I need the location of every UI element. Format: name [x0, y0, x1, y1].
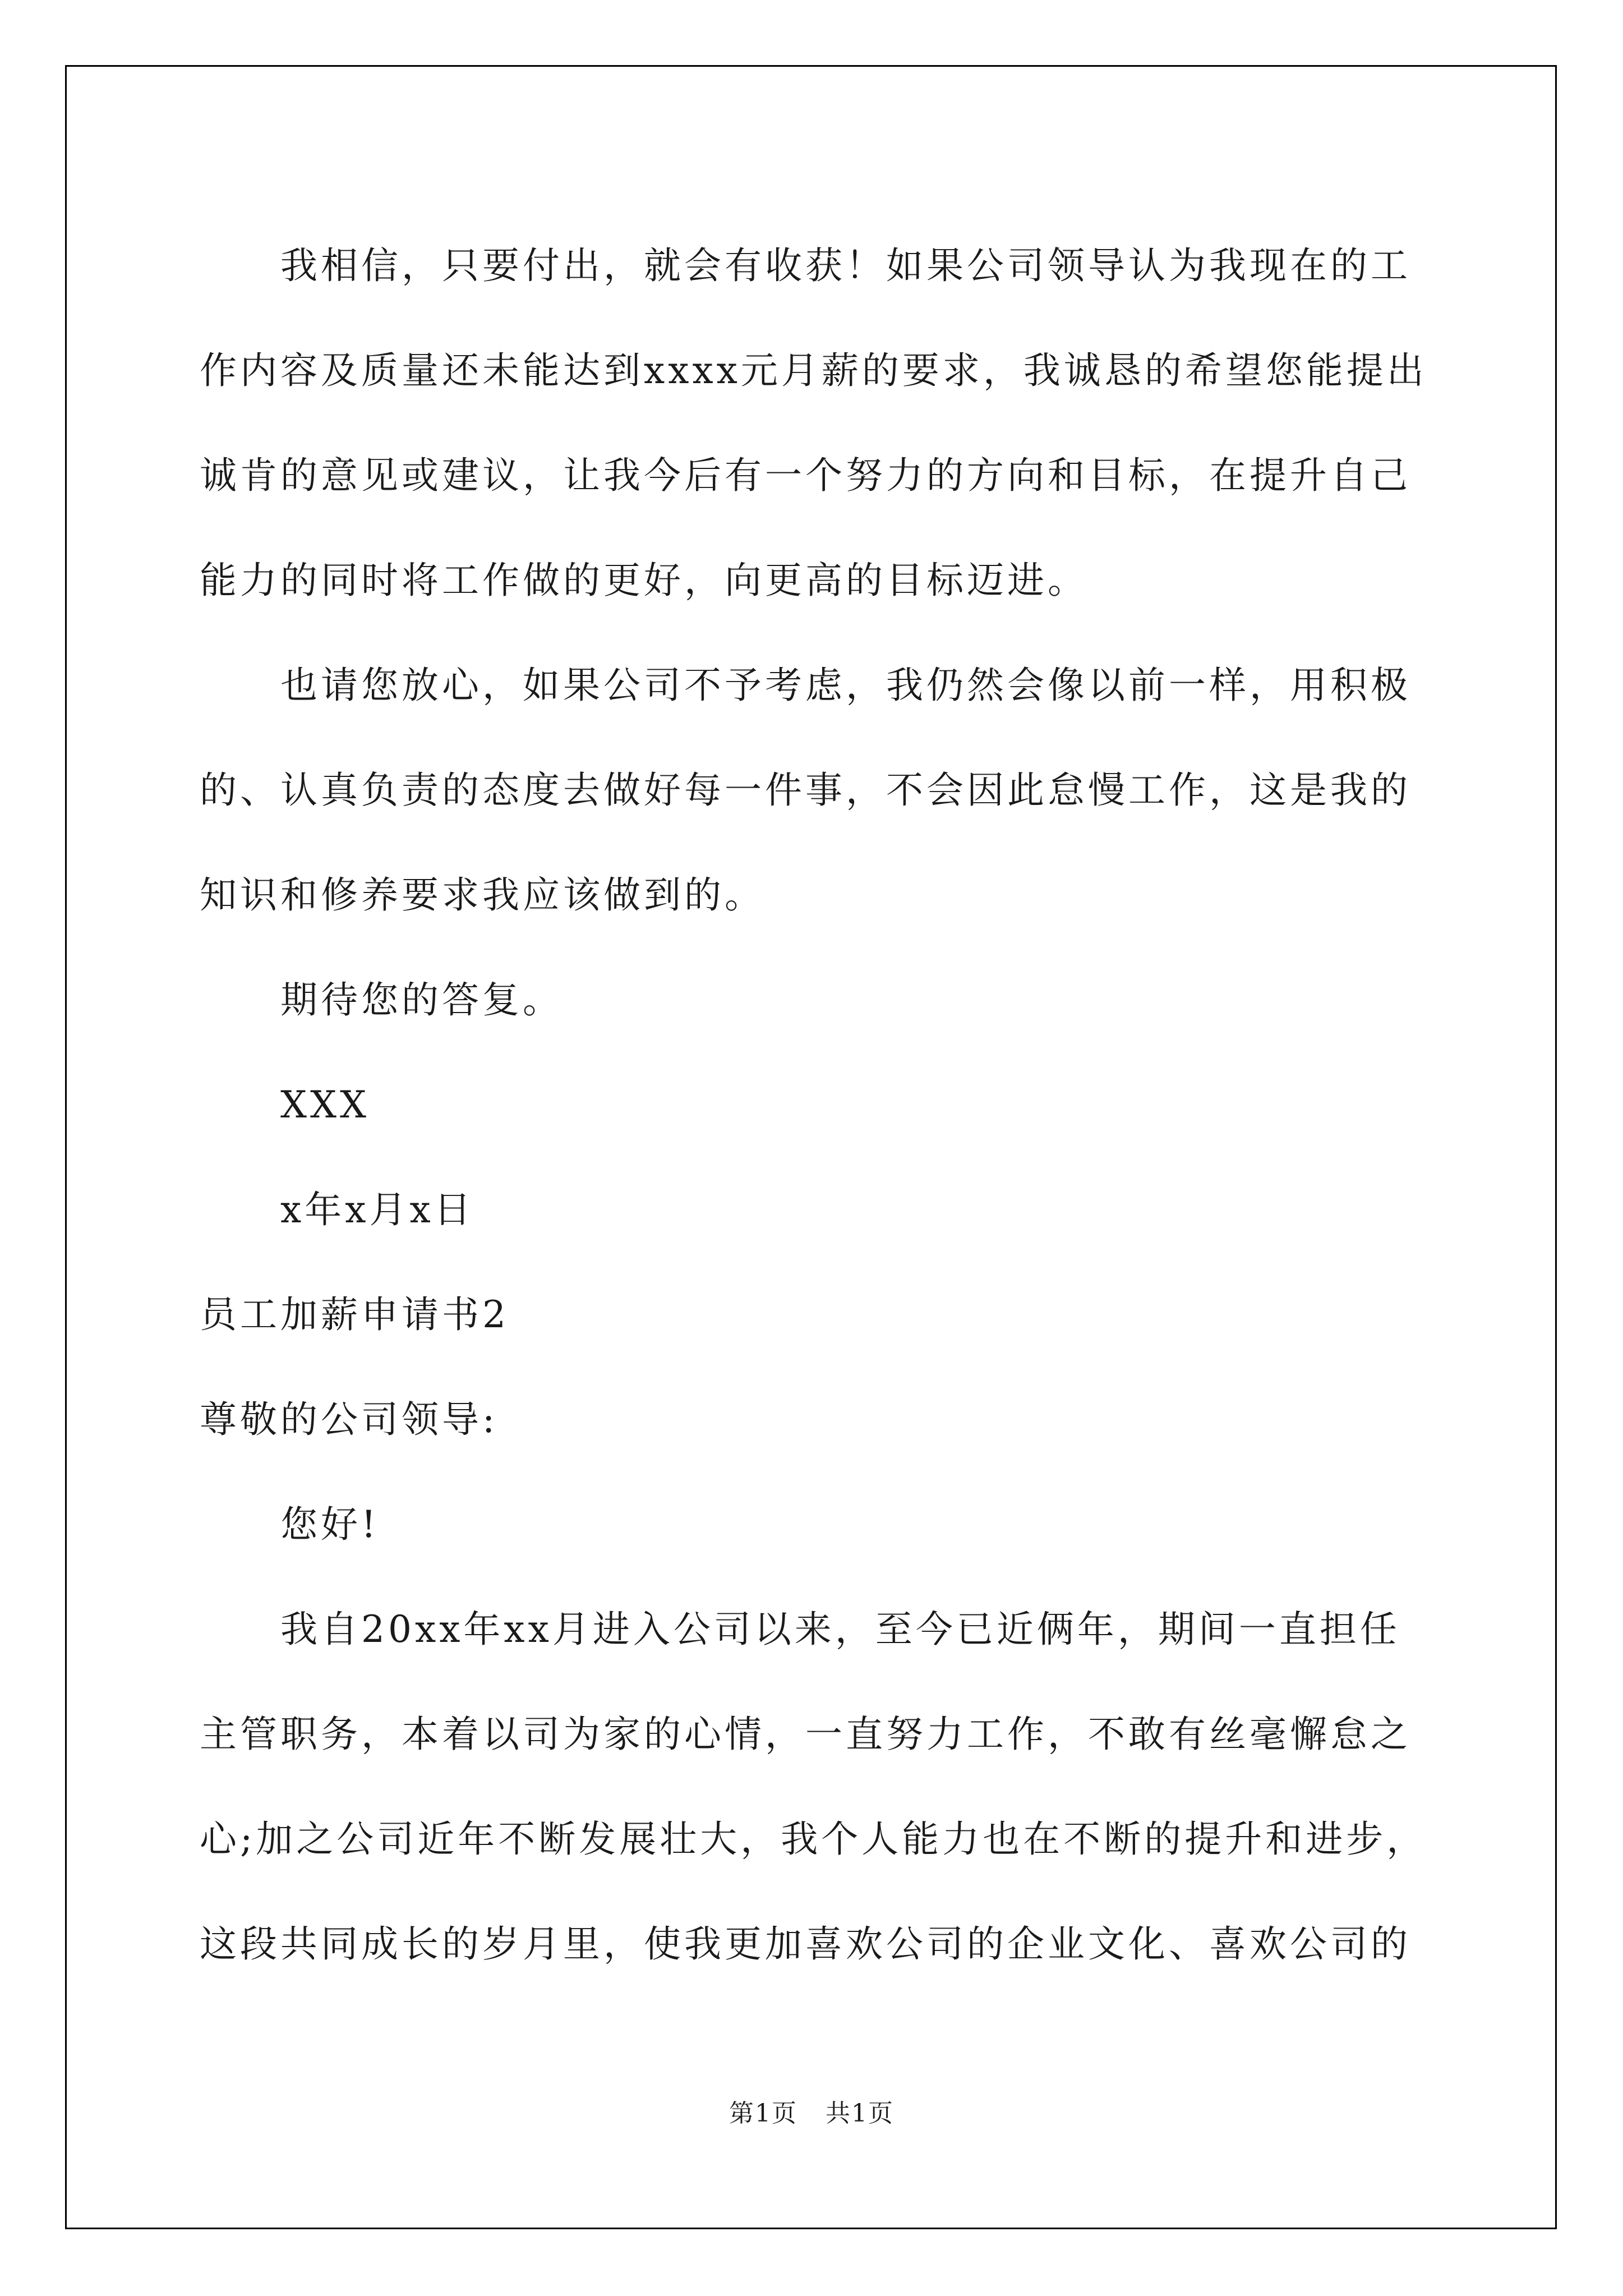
- section-title: 员工加薪申请书2: [200, 1293, 509, 1336]
- salutation: 尊敬的公司领导:: [200, 1398, 499, 1441]
- greeting: 您好!: [280, 1503, 380, 1546]
- paragraph-1: 我相信，只要付出，就会有收获！如果公司领导认为我现在的工作内容及质量还未能达到xxxx元月薪的要求，我诚恳的希望您能提出诚肯的意见或建议，让我今后有一个努力的方向和目标，在提升自己能力的同时将工作做的更好，向更高的目标迈进。: [200, 244, 1427, 602]
- page-number: 第1页: [729, 2099, 797, 2128]
- date-line: x年x月x日: [280, 1188, 474, 1231]
- paragraph-4: 我自20xx年xx月进入公司以来，至今已近俩年，期间一直担任主管职务，本着以司为家的心情，一直努力工作，不敢有丝毫懈怠之心;加之公司近年不断发展壮大，我个人能力也在不断的提升和进步，这段共同成长的岁月里，使我更加喜欢公司的企业文化、喜欢公司的: [200, 1608, 1427, 1966]
- document-body: [200, 213, 1433, 1996]
- paragraph-3: 期待您的答复。: [280, 978, 563, 1022]
- page-total: 共1页: [826, 2099, 894, 2128]
- paragraph-2: 也请您放心，如果公司不予考虑，我仍然会像以前一样，用积极的、认真负责的态度去做好每一件事，不会因此怠慢工作，这是我的知识和修养要求我应该做到的。: [200, 664, 1411, 917]
- page-footer: [0, 2097, 1623, 2131]
- signature: XXX: [280, 1083, 370, 1126]
